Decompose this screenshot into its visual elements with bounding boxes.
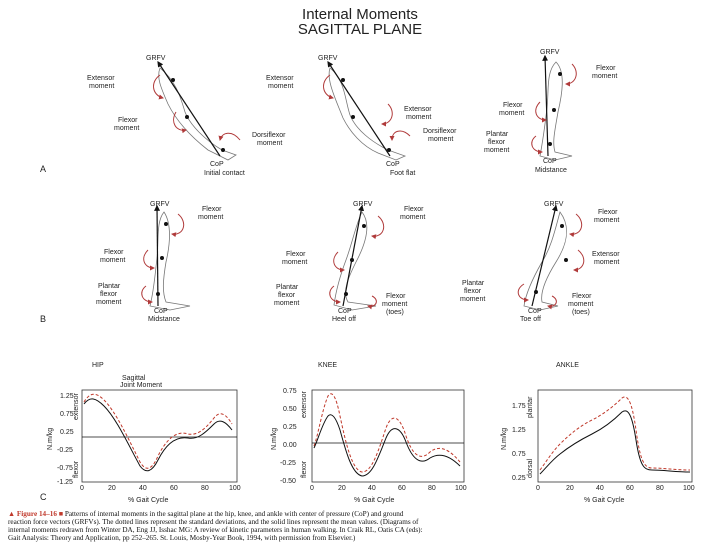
hip-joint	[341, 78, 345, 82]
knee-xtick: 80	[428, 485, 436, 492]
cop-label: CoP	[543, 158, 557, 165]
knee-joint	[350, 258, 354, 262]
ankle-joint	[344, 292, 348, 296]
hip-xtick: 100	[229, 485, 241, 492]
ankle-ytick: 0.25	[512, 475, 526, 482]
ankle-moment-label: Dorsiflexor moment	[423, 128, 457, 143]
hip-moment-arrow	[154, 75, 163, 98]
knee-moment-label: Flexor moment	[100, 249, 126, 264]
hip-xlabel: % Gait Cycle	[128, 497, 169, 504]
knee-neg-label: flexor	[301, 460, 308, 478]
hip-ytick: -0.25	[57, 447, 73, 454]
ankle-xtick: 0	[536, 485, 540, 492]
grfv-label: GRFV	[150, 201, 170, 208]
cop-label: CoP	[386, 161, 400, 168]
knee-xtick: 20	[338, 485, 346, 492]
knee-moment-arrow	[536, 102, 546, 120]
ankle-moment-label: Plantar flexor moment	[484, 131, 510, 154]
grfv-label: GRFV	[318, 55, 338, 62]
grfv-label: GRFV	[540, 49, 560, 56]
title-line-1: Internal Moments	[302, 6, 418, 23]
hip-ytick: -1.25	[57, 479, 73, 486]
knee-moment-arrow	[334, 252, 344, 270]
knee-moment-label: Flexor moment	[282, 251, 308, 266]
ankle-ytick: 1.25	[512, 427, 526, 434]
hip-joint	[558, 72, 562, 76]
panel-b-figure-2	[274, 201, 425, 323]
hip-moment-arrow	[570, 214, 582, 234]
knee-chart	[271, 362, 467, 504]
hip-joint	[171, 78, 175, 82]
ankle-joint	[387, 148, 391, 152]
panel-b-letter: B	[40, 314, 47, 324]
knee-moment-arrow	[144, 250, 154, 268]
ankle-xtick: 80	[656, 485, 664, 492]
knee-ytick: 0.75	[283, 388, 297, 395]
leg-outline	[540, 62, 572, 160]
knee-joint	[552, 108, 556, 112]
grfv-label: GRFV	[353, 201, 373, 208]
knee-moment-arrow	[382, 104, 392, 124]
hip-moment-arrow	[172, 214, 184, 234]
hip-ylabel: N.m/kg	[47, 427, 54, 450]
knee-ytick: -0.25	[280, 460, 296, 467]
ankle-joint	[548, 142, 552, 146]
ankle-joint	[221, 148, 225, 152]
ankle-chart	[501, 362, 695, 504]
hip-ytick: -0.75	[57, 465, 73, 472]
ankle-moment-label: Plantar flexor moment	[274, 284, 300, 307]
figure-caption	[8, 510, 720, 542]
grfv-arrow	[157, 206, 158, 306]
cop-label: CoP	[210, 161, 224, 168]
ankle-xtick: 100	[683, 485, 695, 492]
knee-moment-label: Extensor moment	[404, 106, 432, 121]
knee-mean-line	[314, 415, 460, 476]
ankle-ytick: 1.75	[512, 403, 526, 410]
cop-label: CoP	[338, 308, 352, 315]
hip-chart-subtitle: Sagittal Joint Moment	[120, 375, 163, 389]
ankle-ylabel: N.m/kg	[501, 427, 508, 450]
hip-moment-arrow	[372, 216, 384, 236]
ankle-ytick: 0.75	[512, 451, 526, 458]
panel-a-figure-2	[266, 55, 457, 177]
leg-outline	[159, 68, 236, 160]
knee-moment-arrow	[574, 250, 584, 270]
hip-joint	[362, 224, 366, 228]
cop-label: CoP	[154, 308, 168, 315]
knee-pos-label: extensor	[301, 391, 308, 418]
toe-moment-label: Flexor moment (toes)	[568, 293, 594, 316]
ankle-mean-line	[540, 411, 690, 474]
caption-fig-label: ▲ Figure 14–16 ■	[8, 510, 64, 518]
knee-xlabel: % Gait Cycle	[354, 497, 395, 504]
ankle-moment-arrow	[532, 136, 542, 152]
hip-xtick: 60	[170, 485, 178, 492]
title-line-2: SAGITTAL PLANE	[297, 21, 423, 38]
phase-label: Initial contact	[204, 170, 245, 177]
phase-label: Foot flat	[390, 170, 416, 177]
knee-moment-label: Flexor moment	[499, 102, 525, 117]
knee-ytick: -0.50	[280, 478, 296, 485]
knee-xtick: 0	[310, 485, 314, 492]
grfv-label: GRFV	[146, 55, 166, 62]
ankle-moment-label: Plantar flexor moment	[96, 283, 122, 306]
caption-line-2: reaction force vectors (GRFVs). The dotted lines represent the standard deviations, and the solid lines represent the mean values. (Diagrams of	[8, 518, 419, 526]
hip-sd-line	[84, 394, 232, 468]
ankle-plot-area	[538, 390, 692, 482]
ankle-joint	[534, 290, 538, 294]
hip-neg-label: flexor	[73, 460, 80, 478]
hip-ytick: 1.25	[60, 393, 74, 400]
ankle-xlabel: % Gait Cycle	[584, 497, 625, 504]
hip-ytick: 0.25	[60, 429, 74, 436]
panel-b-figure-1	[96, 201, 223, 323]
panel-b-figure-3	[460, 201, 620, 323]
knee-ytick: 0.25	[283, 424, 297, 431]
knee-ytick: 0.50	[283, 406, 297, 413]
hip-xtick: 20	[108, 485, 116, 492]
ankle-moment-label: Plantar flexor moment	[460, 280, 486, 303]
phase-label: Toe off	[520, 316, 541, 323]
knee-moment-label: Extensor moment	[592, 251, 620, 266]
leg-outline	[334, 212, 376, 310]
phase-label: Heel off	[332, 316, 356, 323]
knee-sd-line	[314, 394, 460, 472]
ankle-joint	[156, 292, 160, 296]
hip-moment-label: Flexor moment	[592, 65, 618, 80]
hip-moment-label: Extensor moment	[266, 75, 294, 90]
ankle-moment-arrow	[220, 133, 240, 140]
ankle-moment-arrow	[392, 131, 410, 140]
hip-moment-label: Flexor moment	[198, 206, 224, 221]
ankle-moment-arrow	[518, 284, 528, 300]
knee-xtick: 60	[398, 485, 406, 492]
phase-label: Midstance	[148, 316, 180, 323]
grfv-arrow	[328, 62, 390, 156]
toe-moment-label: Flexor moment (toes)	[382, 293, 408, 316]
cop-label: CoP	[528, 308, 542, 315]
hip-chart-title: HIP	[92, 362, 104, 369]
hip-plot-area	[82, 390, 237, 482]
knee-ylabel: N.m/kg	[271, 427, 278, 450]
knee-ytick: 0.00	[283, 442, 297, 449]
ankle-xtick: 60	[626, 485, 634, 492]
caption-line-1: ▲ Figure 14–16 ■ Patterns of internal moments in the sagittal plane at the hip, knee, and ankle with center of pressure (CoP) and ground	[8, 510, 404, 518]
phase-label: Midstance	[535, 167, 567, 174]
knee-plot-area	[312, 390, 464, 482]
knee-xtick: 40	[368, 485, 376, 492]
hip-chart	[47, 362, 241, 504]
hip-ytick: 0.75	[60, 411, 74, 418]
panel-a-figure-1	[87, 55, 286, 177]
hip-joint	[560, 224, 564, 228]
hip-moment-label: Flexor moment	[400, 206, 426, 221]
hip-xtick: 80	[201, 485, 209, 492]
ankle-moment-label: Dorsiflexor moment	[252, 132, 286, 147]
hip-moment-label: Flexor moment	[594, 209, 620, 224]
grfv-arrow	[158, 62, 220, 156]
knee-chart-title: KNEE	[318, 362, 338, 369]
panel-a-figure-3	[484, 49, 617, 174]
knee-joint	[160, 256, 164, 260]
knee-moment-label: Flexor moment	[114, 117, 140, 132]
knee-xtick: 100	[455, 485, 467, 492]
hip-xtick: 40	[139, 485, 147, 492]
caption-line-4: Gait Analysis: Theory and Application, pp 252–265. St. Louis, Mosby-Year Book, 1994, with permission from Elsevier.)	[8, 534, 356, 542]
ankle-pos-label: plantar	[527, 396, 534, 418]
ankle-chart-title: ANKLE	[556, 362, 579, 369]
hip-pos-label: extensor	[73, 393, 80, 420]
ankle-sd-line	[540, 397, 690, 470]
grfv-label: GRFV	[544, 201, 564, 208]
ankle-xtick: 40	[596, 485, 604, 492]
knee-joint	[564, 258, 568, 262]
hip-moment-label: Extensor moment	[87, 75, 115, 90]
ankle-neg-label: dorsal	[527, 458, 534, 478]
hip-moment-arrow	[566, 64, 576, 84]
hip-moment-arrow	[324, 75, 333, 98]
ankle-moment-arrow	[142, 286, 152, 302]
panel-c-letter: C	[40, 492, 47, 502]
caption-line-3: internal moments redrawn from Winter DA, Eng JJ, Isshac MG: A review of kinetic parameters in human walking. In Craik RL, Oatis CA (eds):	[8, 526, 423, 534]
panel-a-letter: A	[40, 164, 47, 174]
hip-mean-line	[84, 399, 232, 471]
hip-xtick: 0	[80, 485, 84, 492]
knee-joint	[351, 115, 355, 119]
knee-joint	[185, 115, 189, 119]
ankle-xtick: 20	[566, 485, 574, 492]
hip-joint	[164, 222, 168, 226]
